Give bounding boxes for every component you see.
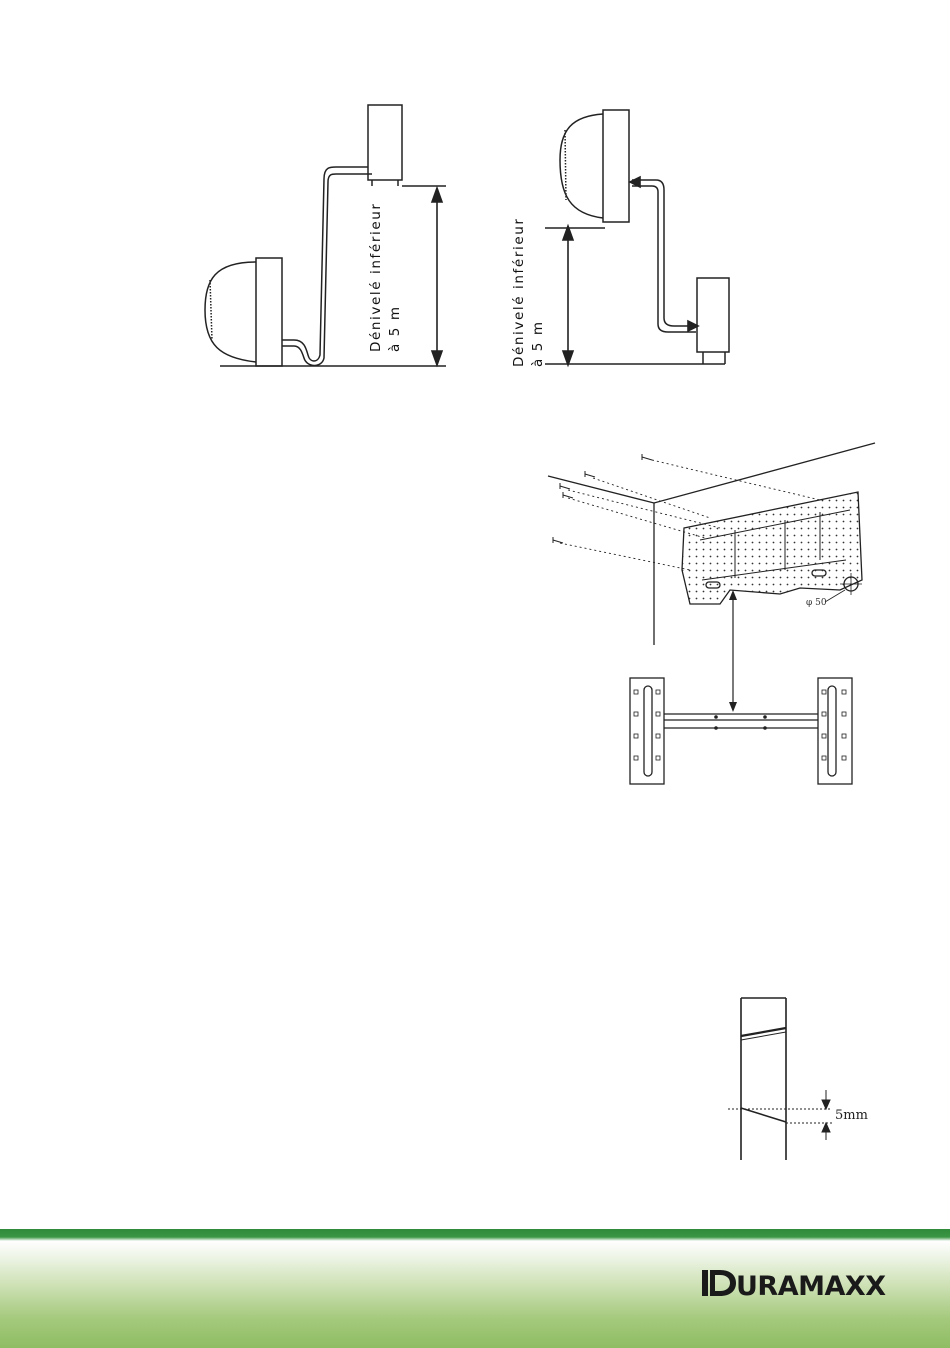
- height-difference-label-1-line2: à 5 m: [387, 305, 403, 352]
- hole-diameter-label: φ 50: [806, 598, 827, 608]
- wall-hole-slope-diagram: [720, 995, 860, 1165]
- height-difference-diagram-outdoor-above: [190, 95, 490, 385]
- duramaxx-logo: [700, 1262, 910, 1302]
- height-difference-label-1: [367, 202, 405, 352]
- slope-gap-label: 5mm: [835, 1108, 868, 1123]
- height-difference-label-2-line1: Dénivelé inférieur: [511, 217, 527, 367]
- height-difference-label-2: [510, 217, 548, 367]
- svg-text:URAMAXX: URAMAXX: [736, 1271, 886, 1302]
- mounting-plate-diagram: [540, 440, 880, 790]
- height-difference-label-1-line1: Dénivelé inférieur: [368, 202, 384, 352]
- height-difference-diagram-outdoor-below: [540, 100, 750, 385]
- height-difference-label-2-line2: à 5 m: [530, 320, 546, 367]
